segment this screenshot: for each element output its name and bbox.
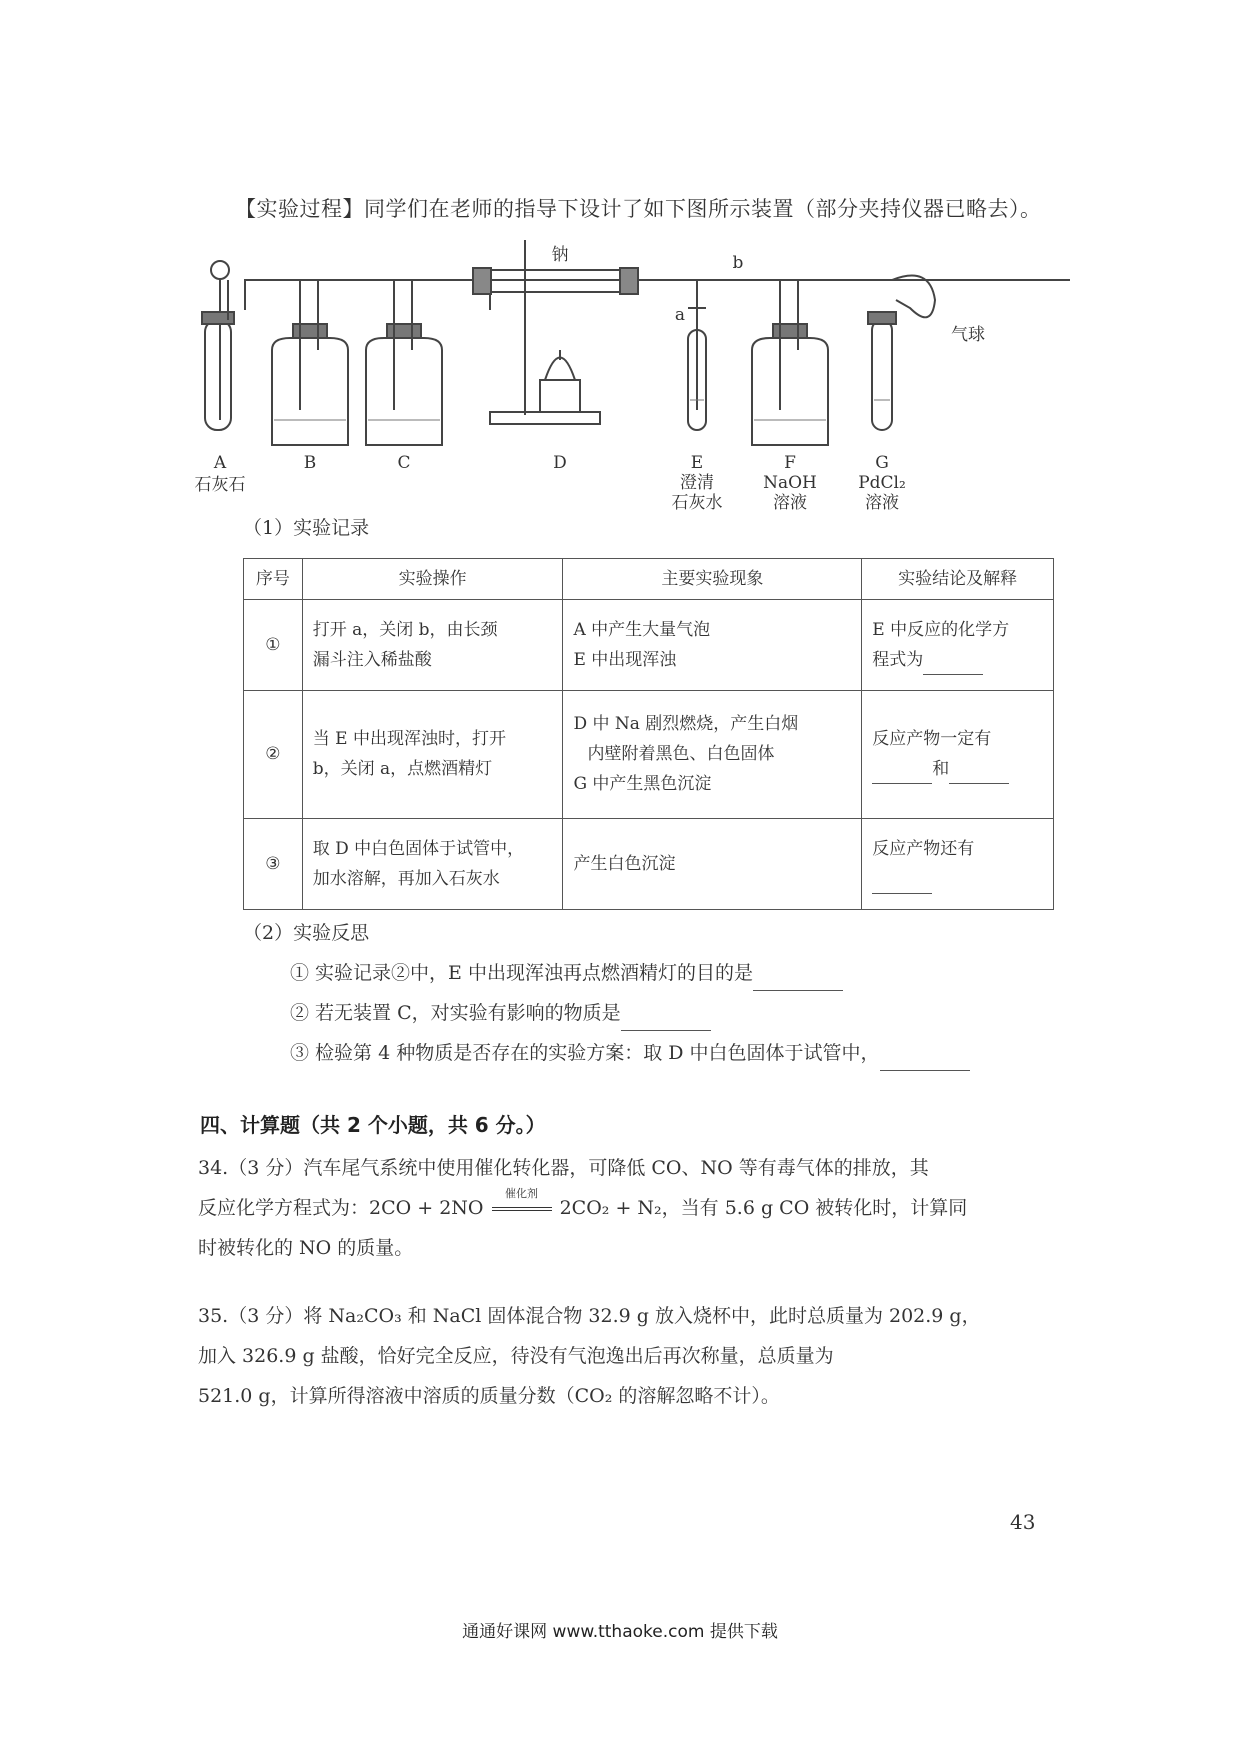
balloon-label: 气球 [951,325,985,345]
table-header-row [244,559,1054,600]
reflection-text: ① 实验记录②中，E 中出现浑浊再点燃酒精灯的目的是 [290,962,753,984]
conclusion-text: 和 [932,759,950,780]
answer-blank [949,765,1009,784]
conclusion-line [872,645,1043,675]
experiment-record-table [243,558,1054,910]
row-number: ② [244,691,303,818]
phenomenon-line: A 中产生大量气泡 [573,620,711,641]
reflection-item [290,1035,970,1071]
device-D-letter: D [553,453,567,473]
question-35 [198,1296,1048,1416]
row-number: ③ [244,818,303,909]
operation-line: 打开 a，关闭 b，由长颈 [312,620,498,641]
row-number: ① [244,600,303,691]
conclusion-line: E 中反应的化学方 [872,620,1010,641]
operation-line: b，关闭 a，点燃酒精灯 [312,759,493,780]
device-G-letter: G [875,453,889,473]
answer-blank [923,656,983,675]
device-A-desc: 石灰石 [194,475,246,495]
device-E-desc1: 澄清 [680,473,714,493]
answer-blank [872,875,932,894]
question-line: 时被转化的 NO 的质量。 [198,1237,414,1259]
valve-a-label: a [674,305,686,325]
operation-line: 漏斗注入稀盐酸 [312,650,432,671]
equation-left: 反应化学方程式为：2CO + 2NO [198,1197,484,1219]
section-1-heading: （1）实验记录 [243,517,370,539]
phenomenon-line: E 中出现浑浊 [573,650,677,671]
col-header-phenomenon: 主要实验现象 [563,559,862,600]
reflection-item [290,995,711,1031]
page-number: 43 [1010,1510,1036,1534]
device-F-desc2: 溶液 [773,493,807,513]
answer-blank [880,1052,970,1071]
device-F-letter: F [784,453,796,473]
operation-line: 当 E 中出现浑浊时，打开 [312,729,506,750]
question-line: 35.（3 分）将 Na₂CO₃ 和 NaCl 固体混合物 32.9 g 放入烧杯中，此时总质量为 202.9 g， [198,1305,981,1327]
operation-line: 加水溶解，再加入石灰水 [312,868,500,889]
catalyst-arrow [490,1188,554,1228]
question-line: 521.0 g，计算所得溶液中溶质的质量分数（CO₂ 的溶解忽略不计）。 [198,1385,780,1407]
device-G-desc1: PdCl₂ [858,473,906,493]
answer-blank [872,765,932,784]
device-A-letter: A [213,453,227,473]
reflection-text: ③ 检验第 4 种物质是否存在的实验方案：取 D 中白色固体于试管中， [290,1042,880,1064]
table-row [244,818,1054,909]
device-G-desc2: 溶液 [865,493,899,513]
conclusion-text: 程式为 [872,650,924,671]
question-line [198,1188,1048,1228]
answer-blank [621,1012,711,1031]
question-34 [198,1148,1048,1268]
conclusion-cell [862,600,1054,691]
device-F-desc1: NaOH [763,473,817,493]
device-E-desc2: 石灰水 [671,493,723,513]
conclusion-line: 反应产物还有 [872,838,975,859]
catalyst-label: 催化剂 [505,1187,539,1200]
device-B-letter: B [303,453,317,473]
question-line: 34.（3 分）汽车尾气系统中使用催化转化器，可降低 CO、NO 等有毒气体的排放，其 [198,1157,929,1179]
table-row [244,600,1054,691]
footer-text: 通通好课网 www.tthaoke.com 提供下载 [462,1622,778,1642]
section-2-heading: （2）实验反思 [243,922,370,944]
col-header-conclusion: 实验结论及解释 [862,559,1054,600]
conclusion-cell [862,818,1054,909]
phenomenon-line: 产生白色沉淀 [573,853,676,874]
conclusion-line [872,754,1043,784]
reflection-item [290,955,843,991]
table-row [244,691,1054,818]
col-header-no: 序号 [244,559,303,600]
answer-blank [753,972,843,991]
conclusion-line: 反应产物一定有 [872,729,992,750]
device-E-letter: E [690,453,704,473]
question-line: 加入 326.9 g 盐酸，恰好完全反应，待没有气泡逸出后再次称量，总质量为 [198,1345,834,1367]
operation-cell [302,691,563,818]
part-4-heading: 四、计算题（共 2 个小题，共 6 分。） [200,1113,546,1137]
operation-cell [302,818,563,909]
intro-text: 【实验过程】同学们在老师的指导下设计了如下图所示装置（部分夹持仪器已略去）。 [235,197,1042,221]
phenomenon-line: G 中产生黑色沉淀 [573,774,712,795]
conclusion-cell [862,691,1054,818]
phenomenon-cell [563,818,862,909]
phenomenon-cell [563,600,862,691]
operation-line: 取 D 中白色固体于试管中， [312,838,525,859]
phenomenon-line: 内壁附着黑色、白色固体 [587,744,775,765]
col-header-operation: 实验操作 [302,559,563,600]
reflection-text: ② 若无装置 C，对实验有影响的物质是 [290,1002,621,1024]
phenomenon-cell [563,691,862,818]
phenomenon-line: D 中 Na 剧烈燃烧，产生白烟 [573,714,799,735]
apparatus-diagram [190,240,1070,530]
operation-cell [302,600,563,691]
valve-b-label: b [732,253,744,273]
device-C-letter: C [397,453,411,473]
conclusion-line [872,864,1043,894]
sodium-label: 钠 [551,245,569,265]
equation-right: 2CO₂ + N₂，当有 5.6 g CO 被转化时，计算同 [559,1197,968,1219]
